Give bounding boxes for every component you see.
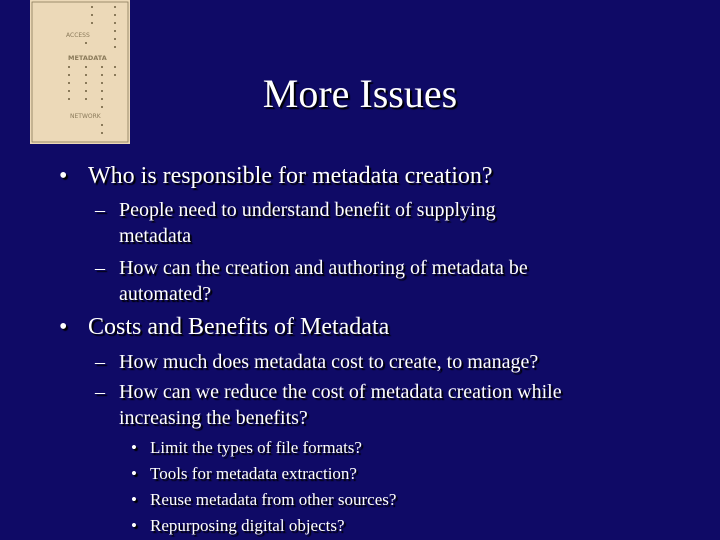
- subsub-bullet-marker: •: [131, 516, 137, 535]
- sub-bullet-text: automated?: [119, 283, 212, 305]
- sub-bullet-text: How can we reduce the cost of metadata creation while: [119, 381, 562, 403]
- sub-bullet-text: People need to understand benefit of supplying: [119, 199, 496, 221]
- logo-word-access: ACCESS: [66, 32, 90, 39]
- subsub-bullet-text: Tools for metadata extraction?: [150, 464, 357, 483]
- sub-bullet-marker: –: [95, 381, 105, 403]
- subsub-bullet-marker: •: [131, 464, 137, 483]
- sub-bullet-text: How much does metadata cost to create, to manage?: [119, 351, 539, 373]
- bullet-text: Costs and Benefits of Metadata: [88, 314, 390, 340]
- sub-bullet-text: metadata: [119, 225, 192, 247]
- subsub-bullet-marker: •: [131, 490, 137, 509]
- bullet-marker: •: [59, 314, 68, 340]
- slide-title: More Issues: [262, 71, 458, 116]
- metadata-crossword-logo-icon: [30, 0, 130, 144]
- bullet-marker: •: [59, 163, 68, 189]
- logo-word-metadata: METADATA: [68, 54, 107, 62]
- subsub-bullet-text: Limit the types of file formats?: [150, 438, 362, 457]
- subsub-bullet-text: Reuse metadata from other sources?: [150, 490, 397, 509]
- sub-bullet-marker: –: [95, 351, 105, 373]
- subsub-bullet-marker: •: [131, 438, 137, 457]
- logo-word-network: NETWORK: [70, 113, 101, 120]
- sub-bullet-marker: –: [95, 257, 105, 279]
- sub-bullet-text: increasing the benefits?: [119, 407, 308, 429]
- sub-bullet-marker: –: [95, 199, 105, 221]
- bullet-text: Who is responsible for metadata creation?: [88, 163, 493, 189]
- subsub-bullet-text: Repurposing digital objects?: [150, 516, 345, 535]
- sub-bullet-text: How can the creation and authoring of metadata be: [119, 257, 528, 279]
